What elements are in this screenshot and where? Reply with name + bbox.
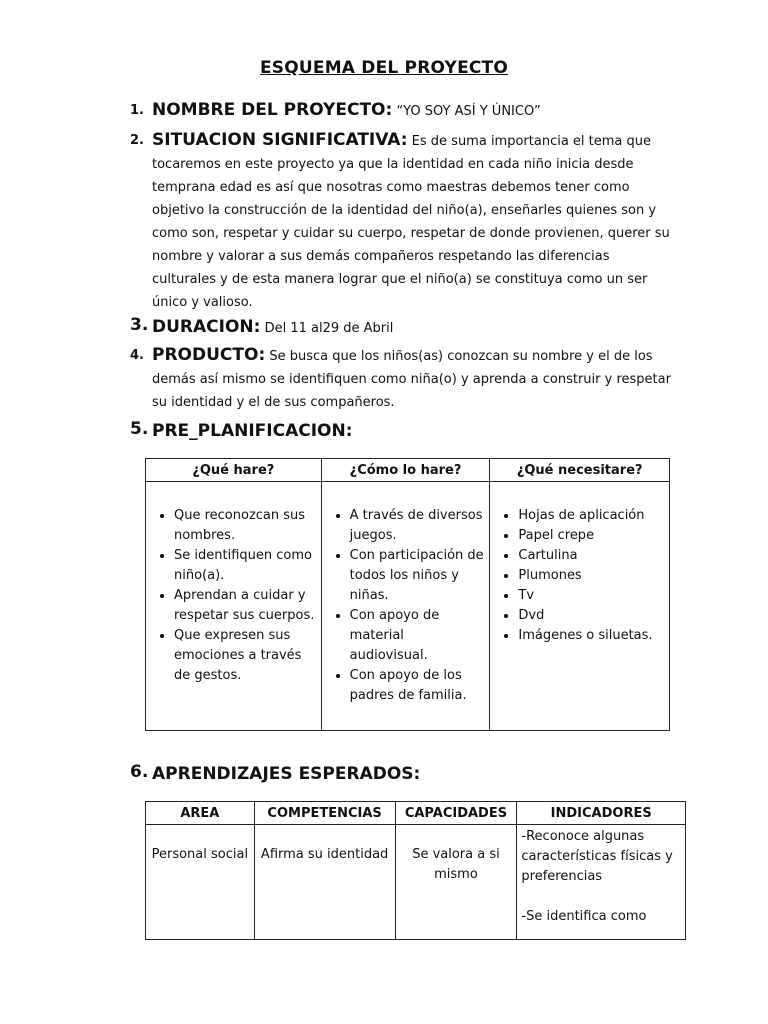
indicador-cell	[517, 825, 686, 940]
section-heading: SITUACION SIGNIFICATIVA:	[152, 130, 408, 150]
column-header: ¿Cómo lo hare?	[321, 459, 490, 482]
preplanificacion-table	[145, 458, 670, 731]
section-heading: DURACION:	[152, 317, 261, 337]
indicador-text: -Se identifica como	[521, 909, 647, 924]
competencia-cell: Afirma su identidad	[254, 825, 395, 940]
aprendizajes-table	[145, 801, 686, 940]
list-item: • Se identifiquen como niño(a).	[174, 546, 317, 586]
section-number: 2.	[130, 133, 144, 148]
section-aprendizajes	[130, 763, 675, 787]
list-item: • Con participación de todos los niños y niñas.	[350, 546, 486, 606]
que-hare-cell	[146, 482, 322, 731]
como-lo-hare-cell	[321, 482, 490, 731]
list-item: • Aprendan a cuidar y respetar sus cuerpos.	[174, 586, 317, 626]
list-item: • Con apoyo de material audiovisual.	[350, 606, 486, 666]
list-item: • Cartulina	[518, 546, 665, 566]
section-number: 5.	[130, 419, 149, 439]
section-number: 4.	[130, 348, 144, 363]
list-item: • Plumones	[518, 566, 665, 586]
column-header: ¿Qué hare?	[146, 459, 322, 482]
list-item: • Papel crepe	[518, 526, 665, 546]
column-header: INDICADORES	[517, 802, 686, 825]
duracion-text: Del 11 al29 de Abril	[264, 321, 394, 336]
section-heading: APRENDIZAJES ESPERADOS:	[152, 764, 421, 784]
column-header: ¿Qué necesitare?	[490, 459, 670, 482]
list-item: • Hojas de aplicación	[518, 506, 665, 526]
que-necesitare-cell	[490, 482, 670, 731]
column-header: CAPACIDADES	[395, 802, 517, 825]
section-preplanificacion	[130, 420, 675, 444]
section-number: 6.	[130, 762, 149, 782]
section-producto	[130, 344, 675, 414]
list-item: • Tv	[518, 586, 665, 606]
list-item: • Con apoyo de los padres de familia.	[350, 666, 486, 706]
list-item: • Dvd	[518, 606, 665, 626]
area-cell: Personal social	[146, 825, 255, 940]
list-item: • Que reconozcan sus nombres.	[174, 506, 317, 546]
section-heading: NOMBRE DEL PROYECTO:	[152, 100, 393, 120]
column-header: AREA	[146, 802, 255, 825]
project-name: “YO SOY ASÍ Y ÚNICO”	[396, 104, 541, 119]
capacidad-cell: Se valora a si mismo	[395, 825, 517, 940]
list-item: • Que expresen sus emociones a través de gestos.	[174, 626, 317, 686]
section-heading: PRE_PLANIFICACION:	[152, 421, 353, 441]
section-nombre	[130, 99, 675, 123]
producto-text: Se busca que los niños(as) conozcan su nombre y el de los demás así mismo se identifiquen como niña(o) y aprenda a construir y respetar su identidad y el de sus compañeros.	[152, 349, 671, 410]
indicador-text: -Reconoce algunas características físicas y preferencias	[521, 829, 673, 884]
section-number: 1.	[130, 103, 144, 118]
column-header: COMPETENCIAS	[254, 802, 395, 825]
document-title: ESQUEMA DEL PROYECTO	[259, 58, 509, 78]
section-heading: PRODUCTO:	[152, 345, 266, 365]
situacion-text: Es de suma importancia el tema que tocaremos en este proyecto ya que la identidad en cada niño inicia desde temprana edad es así que nosotras como maestras debemos tener como objetivo la construcción de la identidad del niño(a), enseñarles quienes son y como son, respetar y cuidar su cuerpo, respetar de donde provienen, querer su nombre y valorar a sus demás compañeros respetando las diferencias culturales y de esta manera lograr que el niño(a) se constituya como un ser único y valioso.	[152, 134, 670, 310]
section-situacion	[130, 129, 675, 314]
section-number: 3.	[130, 315, 149, 335]
list-item: • Imágenes o siluetas.	[518, 626, 665, 646]
section-duracion	[130, 316, 675, 340]
list-item: • A través de diversos juegos.	[350, 506, 486, 546]
